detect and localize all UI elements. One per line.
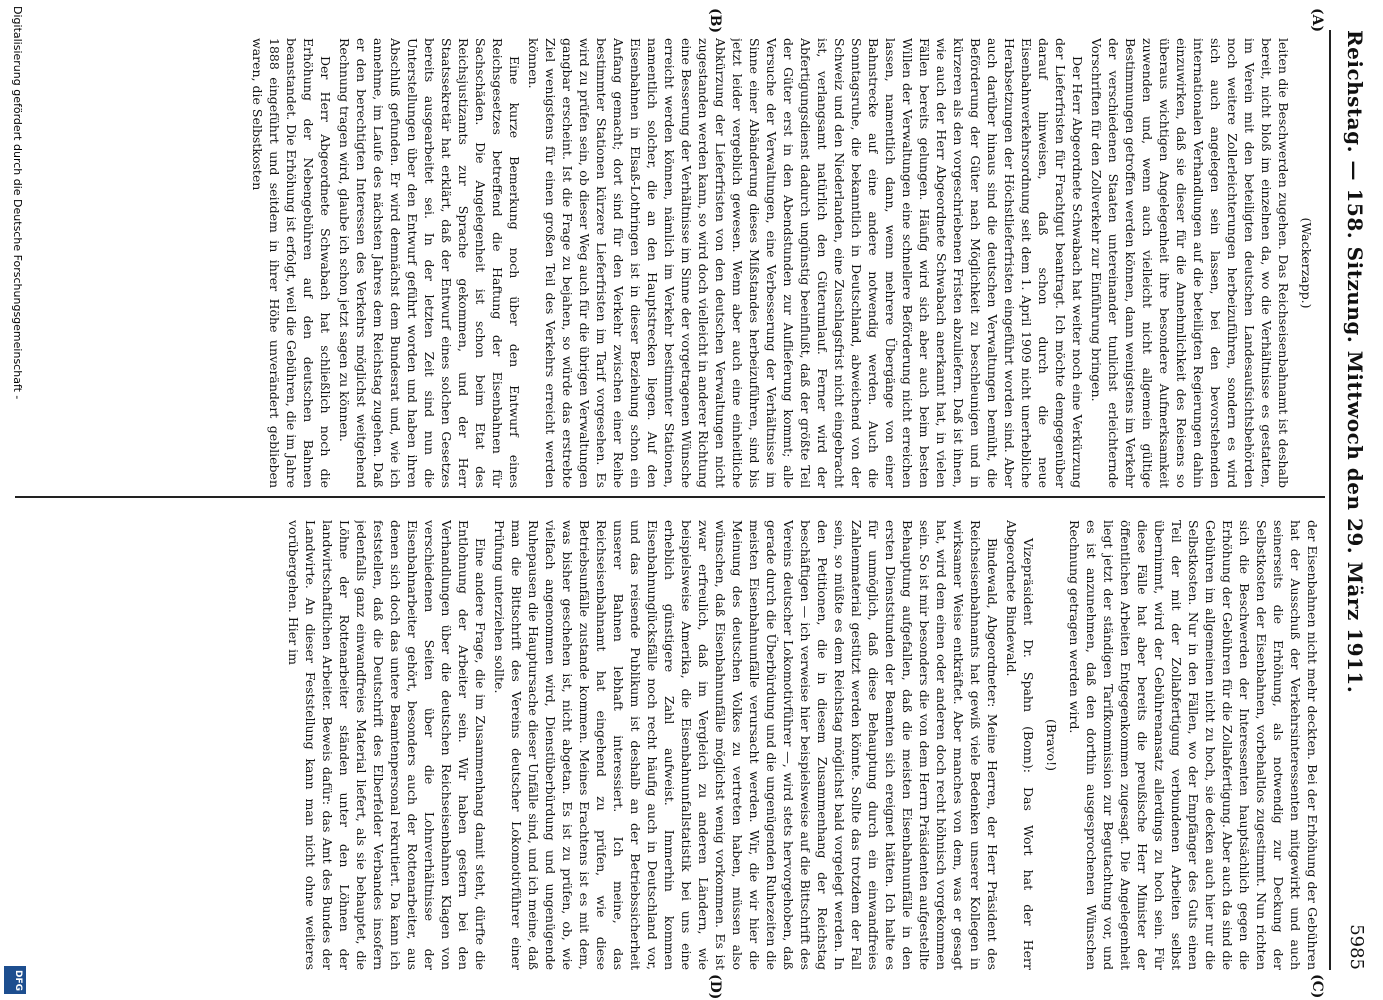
paragraph: Der Herr Abgeordnete Schwabach hat schließlich noch die Erhöhung der Nebengebühren auf den deutschen Bahnen beanstandet. Die Erhöhung ist erfolgt, weil die Gebühren, die im Jahre 1888 eingeführt und seitdem in ihrer Höhe unverändert geblieben waren, die Selbstkosten [250, 38, 333, 488]
right-column [21, 520, 1321, 970]
dfg-logo [4, 966, 26, 994]
left-column [21, 38, 1321, 488]
paragraph: Eine kurze Bemerkung noch über den Entwurf eines Reichsgesetzes betreffend die Haftung der Eisenbahnen für Sachschäden. Die Angelegenheit ist schon beim Etat des Reichsjustizamts zur Sprache gekommen, und der Herr Staatssekretär hat erklärt, daß der Entwurf eines solchen Gesetzes bereits ausgearbeitet sei. In der letzten Zeit sind nun die Unterstellungen über den Entwurf geführt worden und haben ihren Abschluß gefunden. Er wird demnächst dem Bundesrat und, wie ich annehme, im Laufe des nächsten Jahres dem Reichstag zugehen. Daß er den berechtigten Interessen des Verkehrs möglichst weitgehend Rechnung tragen wird, glaube ich schon jetzt sagen zu können. [337, 38, 522, 488]
credit-text: Digitalisierung gefördert durch die Deutsche Forschungsgemeinschaft - [11, 6, 24, 400]
digitization-credit [0, 0, 30, 1000]
margin-marker-d: (D) [707, 974, 723, 1000]
paragraph: der Eisenbahnen nicht mehr deckten. Bei der Erhöhung der Gebühren hat der Ausschuß der Verkehrsinteressenten mitgewirkt und auch seinerseits die Erhöhung, als notwendig zur Deckung der Selbstkosten der Eisenbahnen, vorbehaltlos zugestimmt. Nun richten sich die Beschwerden der Interessenten hauptsächlich gegen die Erhöhung der Gebühren für die Zollabfertigung. Aber auch da sind die Gebühren im allgemeinen nicht zu hoch, sie decken auch hier nur die Selbstkosten. Nur in den Fällen, wo der Empfänger des Guts einen Teil der mit der Zollabfertigung verbundenen Arbeiten selbst übernimmt, wird der Gebührenansatz allerdings zu hoch sein. Für diese Fälle hat aber bereits die preußische Herr Minister der öffentlichen Arbeiten Entgegenkommen zugesagt. Die Angelegenheit liegt jetzt der ständigen Tarifkommission zur Begutachtung vor, und es ist anzunehmen, daß den dorthin ausgesprochenen Wünschen Rechnung getragen werden wird. [1067, 520, 1320, 970]
margin-marker-c: (C) [1309, 974, 1325, 999]
dfg-logo-text: DFG [13, 970, 23, 992]
speaker-label: (Wackerzapp.) [1299, 217, 1314, 309]
margin-marker-a: (A) [1309, 8, 1325, 33]
margin-marker-b: (B) [707, 8, 723, 34]
header-title: Reichstag. — 158. Sitzung. Mittwoch den 29. März 1911. [1343, 30, 1367, 694]
page-header [1329, 30, 1371, 970]
paragraph: Eine andere Frage, die im Zusammenhang damit steht, dürfte die Entlohnung der Arbeiter sein. Wir haben gestern bei den Verhandlungen über die deutschen Reichseisenbahnen Klagen von verschiedenen Seiten über die Lohnverhältnisse der Eisenbahnarbeiter gehört, besonders auch der Rottenarbeiter, aus denen sich doch das untere Beamtenpersonal rekrutiert. Da kann ich feststellen, daß die Deutschrift des Elberfelder Verbandes insofern jedenfalls ganz einwandfreies Material liefert, als sie behauptet, die Löhne der Rottenarbeiter ständen unter den Löhnen der landwirtschaftlichen Arbeiter. Beweis dafür: das Amt des Bundes der Landwirte. An dieser Feststellung kann man nicht ohne weiteres vorübergehen. Hier im [286, 520, 488, 970]
paragraph: Vizepräsident Dr. Spahn (Bonn): Das Wort hat der Herr Abgeordnete Bindewald. [1004, 520, 1036, 970]
paragraph: Bindewald, Abgeordneter: Meine Herren, der Herr Präsident des Reichseisenbahnamts hat gewiß viele Bedenken unserer Kollegen in wirksamer Weise entkräftet. Aber manches von dem, was er gesagt hat, wird dem einen oder anderen doch recht höhnisch vorgekommen sein. So ist mir besonders die von dem Herrn Präsidenten aufgestellte Behauptung aufgefallen, daß die meisten Eisenbahnunfälle in den ersten Dienststunden der Beamten sich ereignet hätten. Ich halte es für unmöglich, daß diese Behauptung durch ein einwandfreies Zahlenmaterial gestützt werden könnte. Sollte das trotzdem der Fall sein, so müßte es dem Reichstag möglichst bald vorgelegt werden. In den Petitionen, die in diesem Zusammenhang der Reichstag beschäftigen — ich verweise hier beispielsweise auf die Bittschrift des Vereins deutscher Lokomotivführer —, wird stets hervorgehoben, daß gerade durch die Überbürdung und die ungenügenden Ruhezeiten die meisten Eisenbahnunfälle verursacht werden. Wir, die wir hier die Meinung des deutschen Volkes zu vertreten haben, müssen also wünschen, daß Eisenbahnunfälle möglichst wenig vorkommen. Es ist zwar erfreulich, daß im Vergleich zu anderen Ländern, wie beispielsweise Amerika, die Eisenbahnunfallstatistik bei uns eine erheblich günstigere Zahl aufweist. Immerhin kommen Eisenbahnunglücksfälle noch recht häufig auch in Deutschland vor, und das reisende Publikum ist deshalb an der Betriebssicherheit unserer Bahnen lebhaft interessiert. Ich meine, das Reichseisenbahnamt hat eingehend zu prüfen, wie diese Betriebsunfälle zustande kommen. Meines Erachtens ist es mit dem, was bisher geschehen ist, nicht abgetan. Es ist zu prüfen, ob, wie vielfach angenommen wird, Dienstüberbürdung und ungenügende Ruhepausen die Hauptursache dieser Unfälle sind, und ich meine, daß man die Bittschrift des Vereins deutscher Lokomotivführer einer Prüfung unterziehen sollte. [492, 520, 1000, 970]
paragraph: leiten die Beschwerden zugehen. Das Reichseisenbahnamt ist deshalb bereit, nicht bloß im einzelnen da, wo die Verhältnisse es gestatten, im Verein mit den beteiligten deutschen Landesaufsichtsbehörden noch weitere Zollerleichterungen herbeizuführen, sondern es wird sich auch angelegen sein lassen, bei den bevorstehenden internationalen Verhandlungen auf die beteiligten Regierungen dahin einzuwirken, daß sie dieser für die Annehmlichkeit des Reisens so überaus wichtigen Angelegenheit ihre besondere Aufmerksamkeit zuwenden und, wenn auch vielleicht nicht allgemein gültige Bestimmungen getroffen werden können, dann wenigstens im Verkehr der verschiedenen Staaten untereinander tunlichst erleichternde Vorschriften für den Zollverkehr zur Einführung bringen. [1089, 38, 1291, 488]
applause-note: (Bravo!) [1044, 719, 1059, 771]
page-number: 5985 [1346, 924, 1367, 970]
column-divider [15, 496, 1325, 498]
paragraph: Der Herr Abgeordnete Schwabach hat weiter noch eine Verkürzung der Lieferfristen für Frachtgut beantragt. Ich möchte demgegenüber darauf hinweisen, daß schon durch die neue Eisenbahnverkehrsordnung seit dem 1. April 1909 nicht unerhebliche Herabsetzungen der Höchstlieferfristen eingeführt worden sind. Aber auch darüber hinaus sind die deutschen Verwaltungen bemüht, die Beförderung der Güter nach Möglichkeit zu beschleunigen und in kürzeren als den vorgeschriebenen Fristen abzuliefern. Daß ist ihnen, wie auch der Herr Abgeordnete Schwabach anerkannt hat, in vielen Fällen bereits gelungen. Häufig wird sich aber auch beim besten Willen der Verwaltungen eine schnellere Beförderung nicht erreichen lassen, namentlich dann, wenn mehrere Übergänge von einer Bahnstrecke auf eine andere notwendig werden. Auch die Sonntagsruhe, die bekanntlich in Deutschland, abweichend von der Schweiz und den Niederlanden, eine Zuschlagsfrist nicht eingebracht ist, verlangsamt natürlich den Güterumlauf. Ferner wird der Abfertigungsdienst dadurch ungünstig beeinflußt, daß der größte Teil der Güter erst in den Abendstunden zur Auflieferung kommt; alle Versuche der Verwaltungen, eine Verbesserung der Verhältnisse im Sinne einer Abänderung dieses Mißstandes herbeizuführen, sind bis jetzt leider vergeblich gewesen. Wenn aber auch eine einheitliche Abkürzung der Lieferfristen von den deutschen Verwaltungen nicht zugestanden werden kann, so wird doch vielleicht in anderer Richtung eine Besserung der Verhältnisse im Sinne der vorgetragenen Wünsche erreicht werden können, nämlich im Verkehr bestimmter Stationen, namentlich solcher, die an den Hauptstrecken liegen. Auf den Eisenbahnen in Elsaß-Lothringen ist in dieser Beziehung schon ein Anfang gemacht; dort sind für den Verkehr zwischen einer Reihe bestimmter Stationen kürzere Lieferfristen im Tarif vorgesehen. Es wird zu prüfen sein, ob dieser Weg auch für die übrigen Verwaltungen gangbar erscheint. Ist die Frage zu bejahen, so würde das erstrebte Ziel wenigstens für einen großen Teil des Verkehrs erreicht werden können. [526, 38, 1085, 488]
